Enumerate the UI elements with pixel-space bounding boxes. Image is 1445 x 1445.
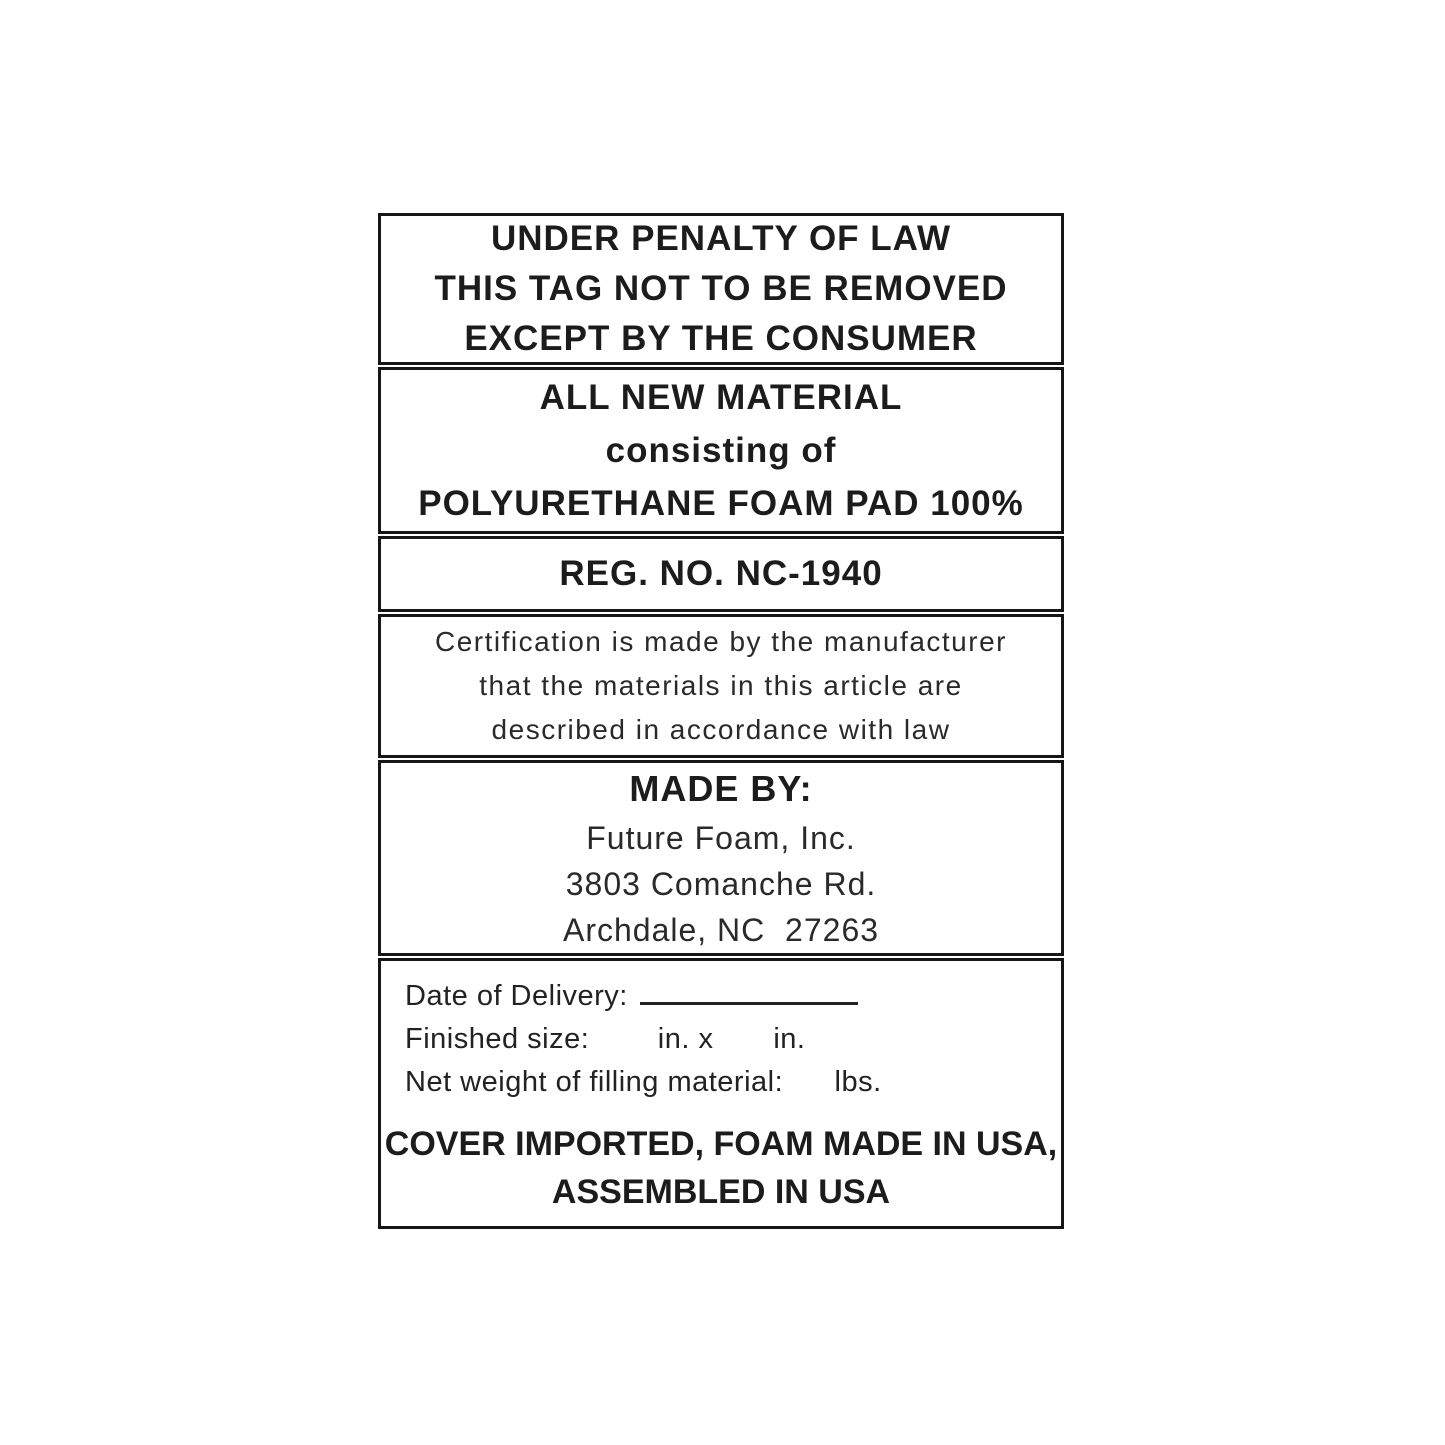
section-manufacturer <box>378 760 1064 956</box>
finished-size-row: Finished size: in. x in. <box>405 1023 806 1055</box>
registration-number: REG. NO. NC-1940 <box>559 554 883 593</box>
origin-statement <box>381 1120 1061 1216</box>
origin-line-2: ASSEMBLED IN USA <box>551 1173 891 1211</box>
section-material-contents <box>378 367 1064 534</box>
section-registration-number <box>378 536 1064 612</box>
penalty-line-1: UNDER PENALTY OF LAW <box>490 219 952 258</box>
certification-line-1: Certification is made by the manufacturer <box>435 626 1007 657</box>
section-certification-statement <box>378 614 1064 758</box>
law-label-tag <box>378 213 1064 1229</box>
section-penalty-notice <box>378 213 1064 365</box>
made-by-heading: MADE BY: <box>629 768 813 809</box>
manufacturer-name: Future Foam, Inc. <box>586 820 856 856</box>
section-delivery-details <box>378 958 1064 1229</box>
manufacturer-city-state-zip: Archdale, NC 27263 <box>562 912 880 948</box>
manufacturer-street: 3803 Comanche Rd. <box>565 866 877 902</box>
material-line-3: POLYURETHANE FOAM PAD 100% <box>418 484 1024 523</box>
material-line-1: ALL NEW MATERIAL <box>539 378 903 417</box>
net-weight-row: Net weight of filling material: lbs. <box>405 1066 882 1098</box>
penalty-line-2: THIS TAG NOT TO BE REMOVED <box>434 269 1008 308</box>
date-of-delivery-blank-line <box>640 978 858 1005</box>
date-of-delivery-label: Date of Delivery: <box>405 980 628 1012</box>
certification-line-2: that the materials in this article are <box>479 670 963 701</box>
date-of-delivery-row <box>381 975 1061 1018</box>
penalty-line-3: EXCEPT BY THE CONSUMER <box>464 319 978 358</box>
origin-line-1: COVER IMPORTED, FOAM MADE IN USA, <box>384 1125 1058 1163</box>
material-line-2: consisting of <box>605 431 837 470</box>
certification-line-3: described in accordance with law <box>491 714 951 745</box>
